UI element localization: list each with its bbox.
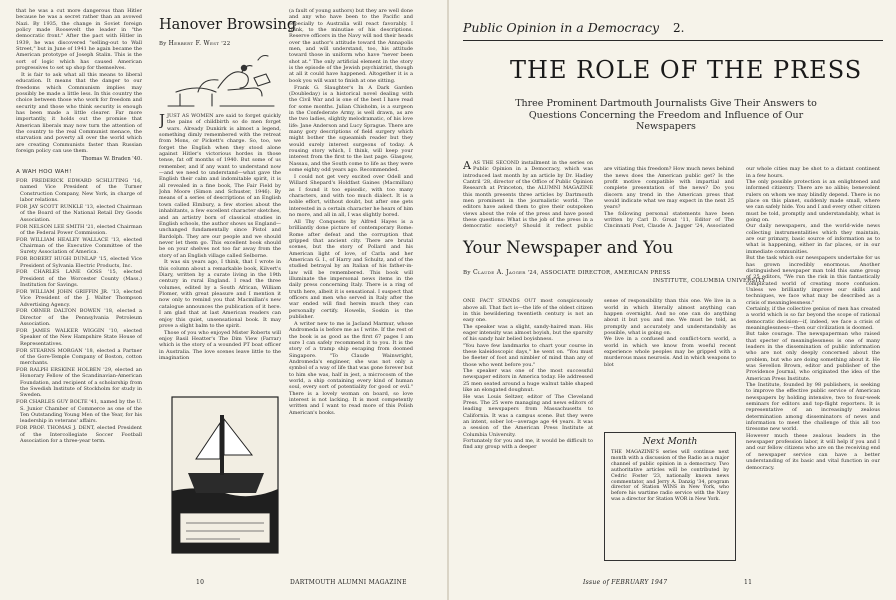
note-item: FOR RALPH ERSKINE HOLBEN '29, elected an Honorary Fellow of the Scandinavian-American Foundation, and recipient of a scholarship from the Swedish Institute of Stockholm for study in Sweden. [16,367,142,399]
intro-text-3: our whole cities may be shot to a distant continent in a few hours. The only possible protection is an enlightened and informed citizenry. There are no alibis; benevolent rulers on whom we may blindly depend. There is no place on this planet, suddenly made small, where we can safely hide. You and I and every other citizen must be told, promptly and understandably, what is going on. Our daily newspapers, and the world-wide news collecting instrumentalities which they maintain, are our primary, basic source of information as to what is happening, either in far places, or in our immediate communities. But the task which our newspapers undertake for us has grown incredibly enormous. Another distinguished newspaper man told this same group of 25 editors, "We run the risk in this fantastically complicated world of creating more confusion. Unless we brilliantly improve our skills and techniques, we face what may be described as a crisis of meaninglessness." Certainly, if the collective genius of men has created a world which is so far beyond the scope of rational democratic decision—if, indeed, we face a crisis of meaninglessness—then our civilization is doomed. But take courage. The newspaperman who raised that specter of meaninglessness is one of many leaders in the dissemination of public information who are not only deeply concerned about the problem, but who are doing something about it. He was Sevellon Brown, editor and publisher of the Providence Journal, who originated the idea of the American Press Institute. The Institute, founded by 98 publishers, is seeking to improve the effective public service of American newspapers by holding intensive, two to four-week seminars for editors and top-flight reporters. It is representative of an increasingly zealous determination among disseminators of news and information to meet the challenge of this all too tiresome new world. However much these zealous leaders in the newspaper profession labor, it will help if you and I and our fellow citizens who are on the receiving end of newspaper service can have a better understanding of its basic and vital function in our democracy. [746,166,880,471]
notes-heading: A WAH HOO WAH! [16,168,72,175]
note-item: FOR JAMES WALKER WIGGIN '10, elected Speaker of the New Hampshire State House of Representatives. [16,328,142,347]
col3-para-3: I could not get very excited over Odell and Willard Shepard's Holdfast Gaines (Macmillan) as I found it too episodic, with too many characters, and with too much dialect. It is a noble effort, without doubt, but after one gets interested in a certain character he hears of him no more, and all in all, I was slightly bored. [289,173,413,218]
byline2-author: Claude A. Jagger [472,269,526,276]
intro-column-3 [746,160,880,568]
left-page [0,0,447,600]
article2-column-2 [604,292,736,422]
article-title: THE ROLE OF THE PRESS [510,56,863,84]
drop-cap: J [159,113,166,129]
intro-drop-cap: A [463,160,471,172]
left-column-3 [289,8,413,576]
note-item: FOR STEARNS MORGAN '18, elected a Partner of the Gore-Temple Company of Boston, cotton merchants. [16,347,142,367]
col2-para-1-text: JUST AS WOMEN are said to forget quickly the pains of childbirth so do men forget wars. Already Dunkirk is almost a legend, something dimly remembered with the retreat from Mons, or Pickett's charge. So, too, we forget the English when they stood alone against Hitler's victorious hordes in those tense, fat off months of 1940. But some of us remember, and if any want to understand now—and we need to understand—what gave the English their calm and indomitable spirit, it is all revealed in a fine book, The Fair Field by John Moore (Simon and Schuster, 1946). By means of a series of descriptions of an English town called Elmbury, a few stories about the inhabitants, a few excellent character sketches, and an artistry born of classical studies in English schools, the author shows us England—unchanged fundamentally since Pistol and Bardolph. They are our people and we should never let them go. This excellent book should be on your shelves not too far away from the story of an English village called Selborne. [159,113,281,259]
left-column-1 [16,8,142,576]
reader-sketch-icon [158,48,280,110]
note-item: FOR NELSON LEE SMITH '21, elected Chairman of the Federal Power Commission. [16,223,142,236]
article2-text-1: ONE FACT STANDS OUT most conspicuously above all. That fact is—the life of the oldest citizen in this bewildering twentieth century is not an easy one. The speaker was a slight, sandy-haired man. His eager intensity was almost boyish, but the sparsity of his sandy hair belied boyishness. "You have few landmarks to chart your course in these kaleidoscopic days," he went on. "You must be fleeter of foot and nimbler of mind than any of those who went before you." The speaker was one of the most successful newspaper editors in America today. He addressed 25 men seated around a huge walnut table shaped like an elongated doughnut. He was Louis Seltzer, editor of The Cleveland Press. The 25 were managing and news editors of leading newspapers from Massachusetts to California. It was a campus scene. But they were an intent, sober lot—average age 44 years. It was a session of the American Press Institute at Columbia University. Fortunately for you and me, it would be difficult to find any group with a deeper [463,298,593,451]
notes-list [16,178,142,444]
col3-para-1: (a fault of young authors) but they are well done and any who have been to the Pacific and especially to Australia will react favorably. I think, to the minutiae of his descriptions. Reserve officers in the Navy will nod their heads over the author's attitude toward the Annapolis men, and will understand, too, his attitude toward those in uniform who have "never been shot at." The only artificial element in the story is the episode of the Jewish psychiatrist, though at all it could have happened. Altogether it is a book you will want to finish at one sitting. [289,8,413,84]
byline2-class: '24, ASSOCIATE DIRECTOR, AMERICAN PRESS [527,270,671,276]
col2-para-2: It was six years ago, I think, that I wrote in this column about a remarkable book, Kilvert's Diary, written by a curate living in the 19th century in rural England. I read the three volumes, edited by a South African, William Plomer, with great pleasure and I mention it now only to remind you that Macmillan's new catalogue announces the publication of it here. I am glad that at last American readers can enjoy this quiet, unsensational book. It may prove a slight balm to the spirit. [159,259,281,329]
hanover-byline [159,40,230,47]
col1-signature: Thomas W. Braden '40. [81,156,142,163]
intro-text-2: are vitiating this freedom? How much news behind the news does the American public get? Is the profit motive compatible with impartial and complete presentation of the news? Do you discern any trend in the American press that would indicate what we may expect in the next 25 years? The following personal statements have been written by Carl D. Groat '11, Editor of The Cincinnati Post, Claude A. Jagger '24, Associated [604,166,734,230]
right-page-number: 11 [744,579,753,586]
byline-author: Herbert F. West [168,40,220,47]
note-item: FOR OBNER DALTON BOWEN '18, elected a Director of the Pennsylvania Petroleum Association. [16,308,142,328]
col2-para-1 [159,113,281,259]
article-subtitle: Three Prominent Dartmouth Journalists Give Their Answers to Questions Concerning the Freedom and Influence of Our Newspapers [515,98,817,133]
note-item: FOR JAY SCOTT RUNKLE '13, elected Chairman of the Board of the National Retail Dry Goods Association. [16,203,142,223]
left-running-title: DARTMOUTH ALUMNI MAGAZINE [290,579,407,586]
left-page-number: 10 [196,579,205,586]
col2-para-3: Those of you who enjoyed Mister Roberts will enjoy Basil Heatter's The Dim View (Farrar) which is the story of a wounded PT boat officer in Australia. The love scenes leave little to the imagination [159,329,281,362]
byline-class: '22 [221,41,231,47]
hanover-browsing-title: Hanover Browsing [159,17,297,33]
intro-para-1 [463,160,593,230]
rubric-text: Public Opinion in a Democracy [463,20,660,35]
next-month-box [604,432,736,561]
newspaper-affiliation [653,278,853,284]
rubric-number: 2. [673,21,685,35]
byline2-affiliation: INSTITUTE, COLUMBIA UNIVERSITY [653,278,766,284]
note-item: FOR FREDERICK EDWARD SCHLUTING '16, named Vice President of the Turner Construction Company, New York, in charge of labor relations. [16,178,142,204]
note-item: FOR CHARLES GUY BOLTE '41, named by the U. S. Junior Chamber of Commerce as one of the Ten Outstanding Young Men of the Year, for his leadership in veterans' affairs. [16,399,142,425]
col3-para-4: All Thy Conquests by Alfred Hayes is a brilliantly done picture of contemporary Rome: Rome after defeat and the corruption that gripped that ancient city. There are brutal scenes, but the story of Pollard and his American light of love, of Carla and her American G. I., of Harry and Schultz, and of the studied betrayal by an Italian of his father-in-law will be remembered. This book will illuminate the impersonal news items in the daily press concerning Italy. There is a ring of truth here, albeit it is sensational. I suspect that officers and men who served in Italy after the war ended will find herein much they can personally certify. Howells, Soskin is the publisher. [289,218,413,320]
note-item: FOR ROBERT HUGH DUNLAP '15, elected Vice President of Sylvania Electric Products, Inc. [16,256,142,269]
byline-prefix: By [159,41,167,47]
intro-column-2 [604,160,734,230]
series-rubric [463,20,684,35]
col3-para-5: A writer new to me is Jacland Marmur, whose Andromeda is before me as I write. If the rest of the book is as good as the first 67 pages I am sure I can safely recommend it to you. It is the story of a tramp ship escaping from doomed Singapore. "To Claude Wainwright, Andromeda's engineer, she was not only a symbol of a way of life that was gone forever but to him she was, half in jest, a microcosm of the world, a ship containing every kind of human soul, every sort of potentiality for good or evil." There is a lovely woman on board, so love interest is not lacking. It is most competently written and I want to read more of this Polish American's books. [289,320,413,416]
note-item: FOR WILLIAM HEALEY WALLACE '13, elected Chairman of the Executive Committee of the Surety Association of America. [16,236,142,256]
issue-label: Issue of FEBRUARY 1947 [583,579,668,586]
article2-text-2: sense of responsibility than this one. We live in a world in which literally almost anything can happen overnight. And no one can do anything about it but you and me. We must be told, as promptly and accurately and understandably as possible, what is going on. We live in a confused and conflict-torn world, a world in which we know from woeful recent experience whole peoples may be gripped with a murderous mass neurosis. And in which weapons to blot [604,298,736,368]
ship-sketch-icon [170,395,280,555]
col3-para-2: Frank G. Slaughter's In A Dark Garden (Doubleday) is a historical novel dealing with the Civil War and is one of the best I have read for some months. Julian Chisholm, is a surgeon in the Confederate Army, is well drawn, as are the two ladies, slightly melodramatic, of his love life: Jane Anderson and Lucy Sprague. There are many gory descriptions of field surgery which might bother the squeamish reader but they would surely interest surgeons of today. A rousing story which, I think, will keep your interest from the first to the last page. Glasgow, Nassau, and the South come to life as they were some eighty odd years ago. Recommended. [289,84,413,174]
article2-column-1 [463,292,593,568]
note-item: FOR WILLIAM JOHN GRIFFIN JR. '13, elected Vice President of the J. Walter Thompson Advertising Agency. [16,288,142,308]
byline2-prefix: By [463,270,471,276]
newspaper-and-you-title: Your Newspaper and You [463,238,674,257]
note-item: FOR PROF. THOMAS J. DENT, elected President of the Intercollegiate Soccer Football Association for a three-year term. [16,425,142,444]
col1-para-1: that he was a cut more dangerous than Hitler because he was a secret rather than an avowed Nazi. By 1935, the change in Soviet foreign policy made Roosevelt the leader in "the democratic front." After the pact with Hitler in 1939, he was discovered "selling-out to Wall Street," but in June of 1941 he again became the American prototype of Joseph Stalin. This is the sort of logic which has caused American progressives to set up shop for themselves. [16,8,142,72]
rubric-rule [463,40,883,41]
note-item: FOR CHARLES LANE GOSS '15, elected President of the Worcester County (Mass.) Institution for Savings. [16,269,142,289]
newspaper-byline [463,269,883,276]
intro-text-1: AS THE SECOND installment in the series on Public Opinion in a Democracy, which was introduced last month by an article by Dr. Hadley Cantril '28, director of the Office of Public Opinion Research at Princeton, the ALUMNI MAGAZINE this month presents three articles by Dartmouth men prominent in the journalistic world. The editors have asked them to give their outspoken views about the role of the press and have posed these questions: What is the job of the press in a democratic society? Should it reflect public [463,160,593,230]
next-month-title: Next Month [642,437,698,447]
left-column-2 [159,113,281,395]
col1-para-2: It is fair to ask what all this means to liberal education. It means that the danger to our freedoms which Communism implies may possibly be made a little less. In this country the choice between those who work for freedom and security and those who think security is enough has been made a little clearer. Far more importantly, it holds out the promise that American liberals may now turn the attention of the country to the real Communist menace, the starvation and poverty all over the world which are creating Communists faster than Russian foreign policy can use them. [16,71,142,155]
next-month-text: THE MAGAZINE'S series will continue next month with a discussion of the Radio as a major channel of public opinion in a democracy. Two authoritative articles will be contributed by Cedric Foster '23, nationally known news commentator, and Jerry A. Danzig '34, program director of Station WINS in New York, who before his wartime radio service with the Navy was a director for Station WOR in New York. [611,450,729,503]
intro-column-1 [463,160,593,230]
